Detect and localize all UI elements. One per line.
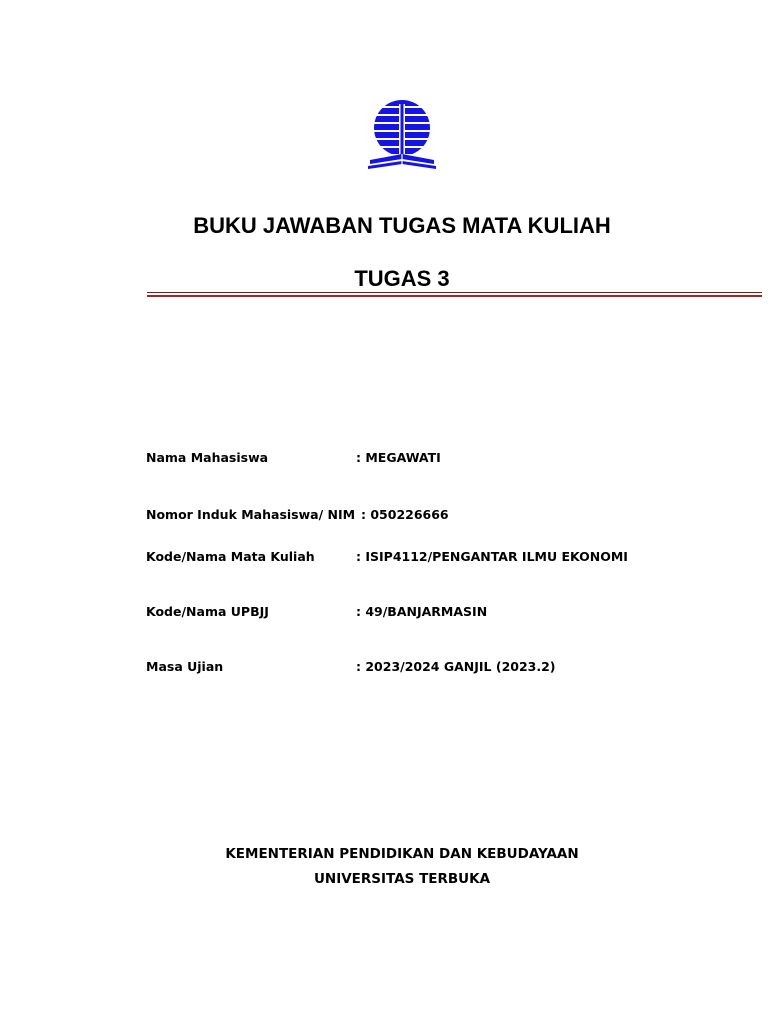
university-logo-icon xyxy=(366,98,438,172)
footer-ministry: KEMENTERIAN PENDIDIKAN DAN KEBUDAYAAN xyxy=(225,846,579,862)
info-value: : 49/BANJARMASIN xyxy=(356,604,488,619)
info-value: : 2023/2024 GANJIL (2023.2) xyxy=(356,659,556,674)
divider-line xyxy=(147,292,762,293)
info-label: Nomor Induk Mahasiswa/ NIM xyxy=(146,507,356,522)
document-title: BUKU JAWABAN TUGAS MATA KULIAH xyxy=(193,213,611,238)
info-label: Nama Mahasiswa xyxy=(146,450,269,465)
footer-university: UNIVERSITAS TERBUKA xyxy=(313,871,491,887)
info-label: Kode/Nama UPBJJ xyxy=(146,604,269,619)
info-label: Kode/Nama Mata Kuliah xyxy=(146,549,315,564)
document-subtitle: TUGAS 3 xyxy=(354,266,450,291)
info-value: : MEGAWATI xyxy=(356,450,441,465)
info-value: : 050226666 xyxy=(361,507,449,522)
divider-line xyxy=(147,295,762,297)
info-label: Masa Ujian xyxy=(146,659,224,674)
info-value: : ISIP4112/PENGANTAR ILMU EKONOMI xyxy=(356,549,628,564)
